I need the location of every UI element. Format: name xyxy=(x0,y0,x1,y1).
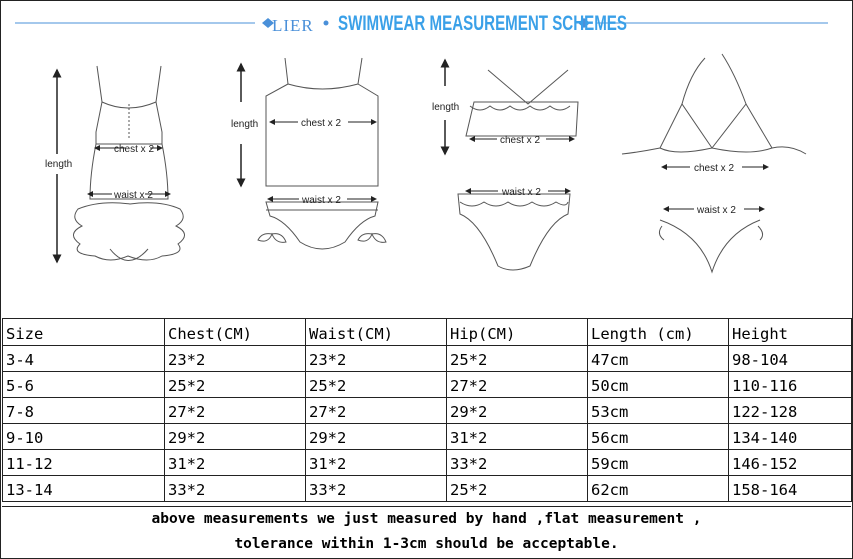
waist-label: waist x 2 xyxy=(697,205,736,216)
column-header: Hip(CM) xyxy=(447,319,588,346)
measurement-diagram xyxy=(0,44,853,316)
ruffle-bikini-drawing xyxy=(458,70,578,270)
ruffle-swimsuit-drawing xyxy=(73,66,184,261)
table-cell: 29*2 xyxy=(447,398,588,424)
table-cell: 3-4 xyxy=(3,346,165,372)
table-cell: 59cm xyxy=(588,450,729,476)
chest-label: chest x 2 xyxy=(301,118,342,129)
table-cell: 31*2 xyxy=(165,450,306,476)
length-label: length xyxy=(432,102,460,113)
note-line-2: tolerance within 1-3cm should be acceptable. xyxy=(234,536,619,552)
table-row xyxy=(3,346,852,372)
brand-name: LIER xyxy=(272,16,314,35)
waist-label: waist x 2 xyxy=(502,187,541,198)
table-cell: 25*2 xyxy=(165,372,306,398)
length-label: length xyxy=(45,159,73,170)
table-cell: 23*2 xyxy=(165,346,306,372)
page-title: SWIMWEAR MEASUREMENT SCHEMES xyxy=(338,12,627,35)
table-cell: 23*2 xyxy=(306,346,447,372)
table-cell: 25*2 xyxy=(447,346,588,372)
table-cell: 25*2 xyxy=(306,372,447,398)
header xyxy=(0,6,853,42)
table-row xyxy=(3,476,852,502)
table-cell: 158-164 xyxy=(729,476,852,502)
chest-label: chest x 2 xyxy=(114,144,155,155)
table-cell: 50cm xyxy=(588,372,729,398)
table-cell: 110-116 xyxy=(729,372,852,398)
table-row xyxy=(3,424,852,450)
table-cell: 9-10 xyxy=(3,424,165,450)
column-header: Size xyxy=(3,319,165,346)
table-cell: 33*2 xyxy=(447,450,588,476)
table-cell: 13-14 xyxy=(3,476,165,502)
length-label: length xyxy=(231,119,259,130)
table-row xyxy=(3,450,852,476)
column-header: Length (cm) xyxy=(588,319,729,346)
table-cell: 134-140 xyxy=(729,424,852,450)
table-cell: 27*2 xyxy=(306,398,447,424)
note-line-1: above measurements we just measured by hand ,flat measurement , xyxy=(151,511,702,527)
table-cell: 53cm xyxy=(588,398,729,424)
column-header: Height xyxy=(729,319,852,346)
dot-icon xyxy=(324,21,329,26)
tankini-drawing xyxy=(258,58,386,249)
table-cell: 122-128 xyxy=(729,398,852,424)
table-cell: 146-152 xyxy=(729,450,852,476)
table-cell: 7-8 xyxy=(3,398,165,424)
chest-label: chest x 2 xyxy=(500,135,541,146)
table-cell: 31*2 xyxy=(306,450,447,476)
table-cell: 31*2 xyxy=(447,424,588,450)
table-cell: 5-6 xyxy=(3,372,165,398)
waist-label: waist x 2 xyxy=(302,195,341,206)
table-row xyxy=(3,372,852,398)
table-cell: 11-12 xyxy=(3,450,165,476)
waist-label: waist x 2 xyxy=(114,190,153,201)
table-cell: 62cm xyxy=(588,476,729,502)
table-cell: 47cm xyxy=(588,346,729,372)
column-header: Chest(CM) xyxy=(165,319,306,346)
chest-label: chest x 2 xyxy=(694,163,735,174)
table-row xyxy=(3,398,852,424)
size-table xyxy=(2,318,852,502)
table-header-row xyxy=(3,319,852,346)
column-header: Waist(CM) xyxy=(306,319,447,346)
table-cell: 27*2 xyxy=(165,398,306,424)
table-cell: 27*2 xyxy=(447,372,588,398)
table-cell: 33*2 xyxy=(165,476,306,502)
table-cell: 25*2 xyxy=(447,476,588,502)
measurement-note xyxy=(2,506,851,558)
table-cell: 29*2 xyxy=(165,424,306,450)
table-cell: 33*2 xyxy=(306,476,447,502)
table-cell: 29*2 xyxy=(306,424,447,450)
table-cell: 98-104 xyxy=(729,346,852,372)
table-cell: 56cm xyxy=(588,424,729,450)
